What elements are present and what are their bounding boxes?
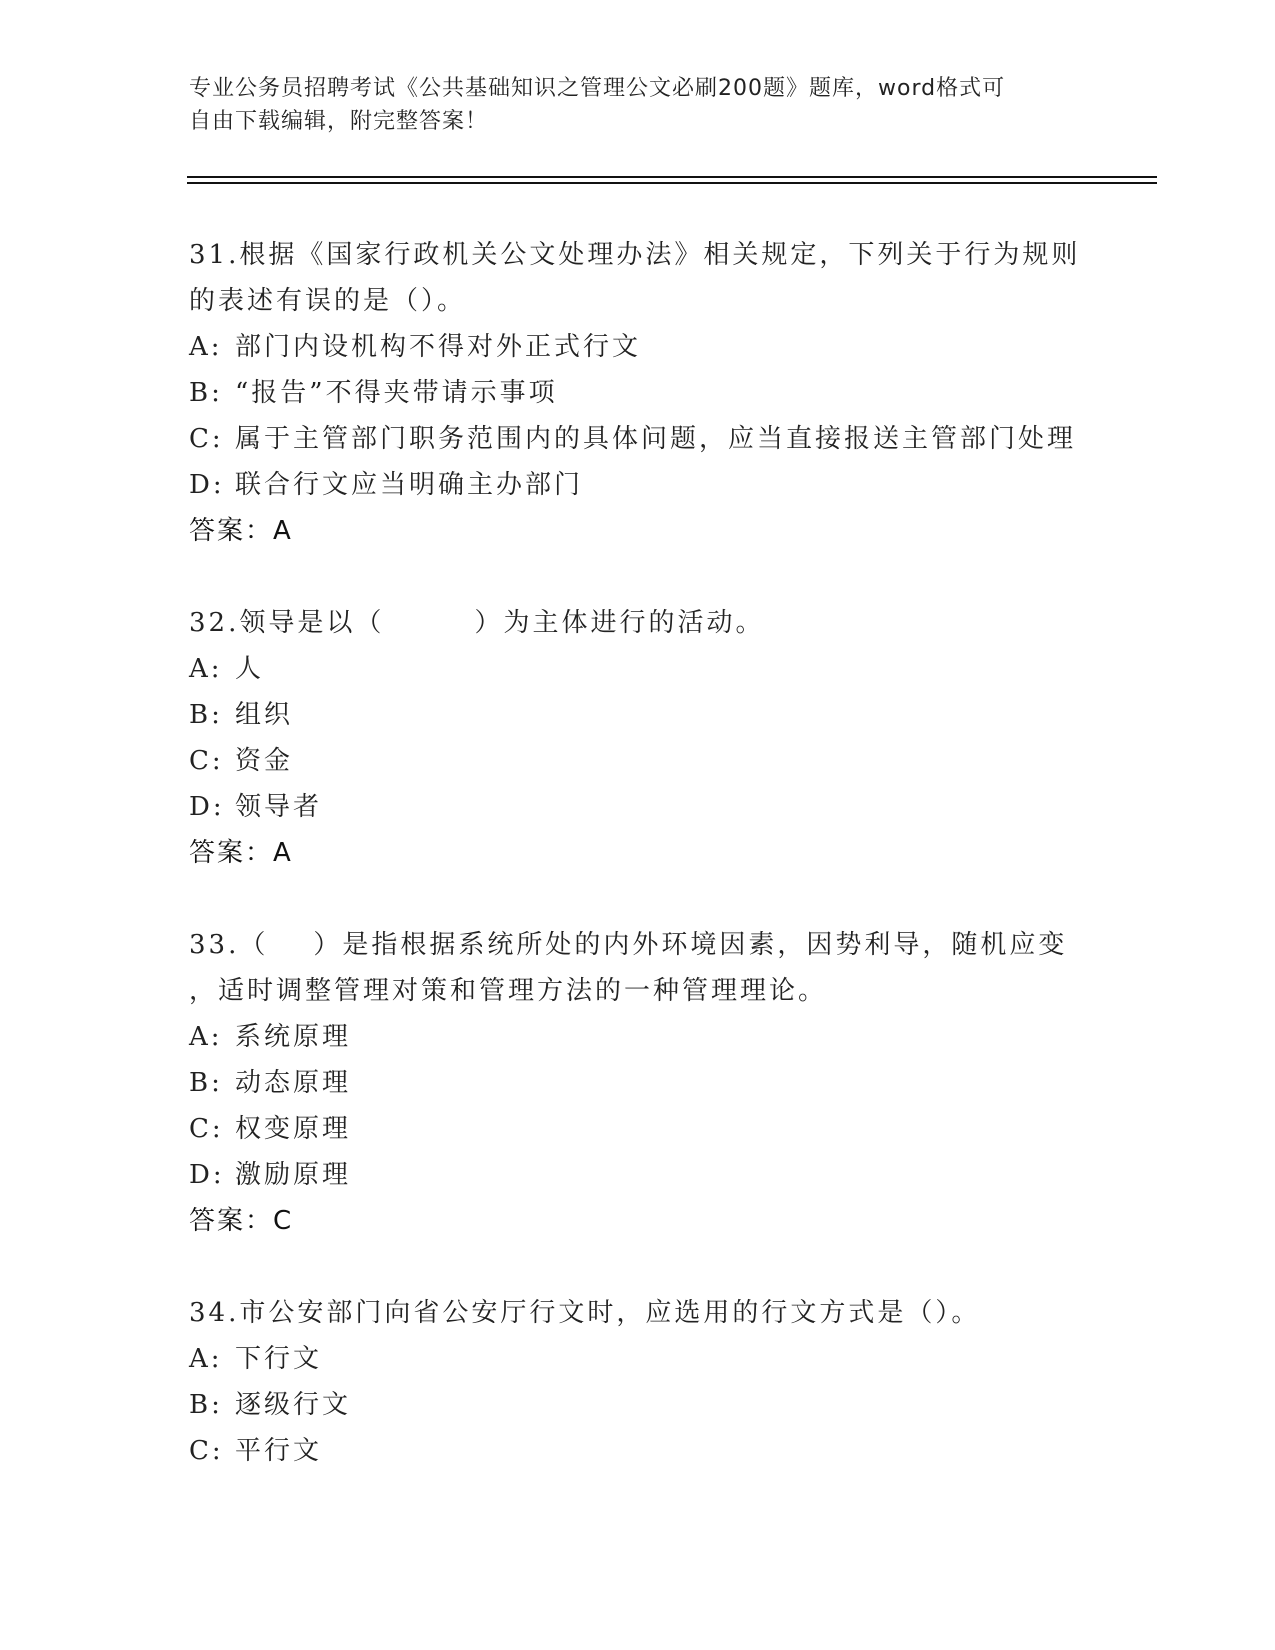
question-block [189,922,1089,1244]
option-text: 系统原理 [235,1022,352,1052]
header-title-line-2: 自由下载编辑，附完整答案！ [189,109,489,134]
question-text-line: ，适时调整管理对策和管理方法的一种管理理论。 [189,976,828,1006]
option-text: 领导者 [235,792,323,822]
answer-option [189,1152,1089,1198]
option-letter: B: [189,1390,223,1420]
answer-option [189,1382,1089,1428]
option-text: 资金 [235,746,294,776]
option-letter: B: [189,1068,223,1098]
question-block [189,600,1089,876]
answer-option [189,738,1089,784]
option-text: 组织 [235,700,294,730]
option-letter: A: [189,1344,223,1374]
header-title-line-1: 专业公务员招聘考试《公共基础知识之管理公文必刷200题》题库，word格式可 [189,76,1006,101]
option-text: 激励原理 [235,1160,352,1190]
option-text: “报告”不得夹带请示事项 [235,378,558,408]
answer-option [189,1428,1089,1474]
option-letter: C: [189,424,224,454]
option-text: 人 [235,654,265,684]
question-text-line: 33.（ ）是指根据系统所处的内外环境因素，因势利导，随机应变 [189,930,1068,960]
answer-option [189,1336,1089,1382]
option-text: 属于主管部门职务范围内的具体问题，应当直接报送主管部门处理 [235,424,1077,454]
answer-key: 答案：A [189,838,293,868]
option-letter: C: [189,1436,224,1466]
option-text: 下行文 [235,1344,323,1374]
question-text-line: 32.领导是以（ ）为主体进行的活动。 [189,608,765,638]
header-divider-top [187,176,1157,178]
option-letter: A: [189,654,223,684]
answer-option [189,1060,1089,1106]
document-header [189,72,1089,138]
option-letter: C: [189,1114,224,1144]
answer-option [189,784,1089,830]
answer-key: 答案：A [189,516,293,546]
answer-option [189,1014,1089,1060]
option-text: 动态原理 [235,1068,352,1098]
option-text: 部门内设机构不得对外正式行文 [235,332,642,362]
answer-option [189,1106,1089,1152]
question-block [189,1290,1089,1474]
question-list [189,232,1089,1520]
answer-option [189,462,1089,508]
option-letter: A: [189,332,223,362]
option-letter: D: [189,470,225,500]
option-text: 权变原理 [235,1114,352,1144]
option-letter: C: [189,746,224,776]
answer-option [189,646,1089,692]
question-block [189,232,1089,554]
answer-option [189,416,1089,462]
answer-option [189,370,1089,416]
option-letter: A: [189,1022,223,1052]
answer-option [189,324,1089,370]
question-text-line: 34.市公安部门向省公安厅行文时，应选用的行文方式是（）。 [189,1298,981,1328]
option-text: 联合行文应当明确主办部门 [235,470,584,500]
answer-key: 答案：C [189,1206,294,1236]
question-text-line: 31.根据《国家行政机关公文处理办法》相关规定，下列关于行为规则 [189,240,1081,270]
option-letter: D: [189,1160,225,1190]
option-text: 逐级行文 [235,1390,352,1420]
option-letter: D: [189,792,225,822]
option-text: 平行文 [235,1436,323,1466]
option-letter: B: [189,378,223,408]
answer-option [189,692,1089,738]
question-text-line: 的表述有误的是（）。 [189,286,467,316]
option-letter: B: [189,700,223,730]
header-divider-bottom [187,182,1157,184]
